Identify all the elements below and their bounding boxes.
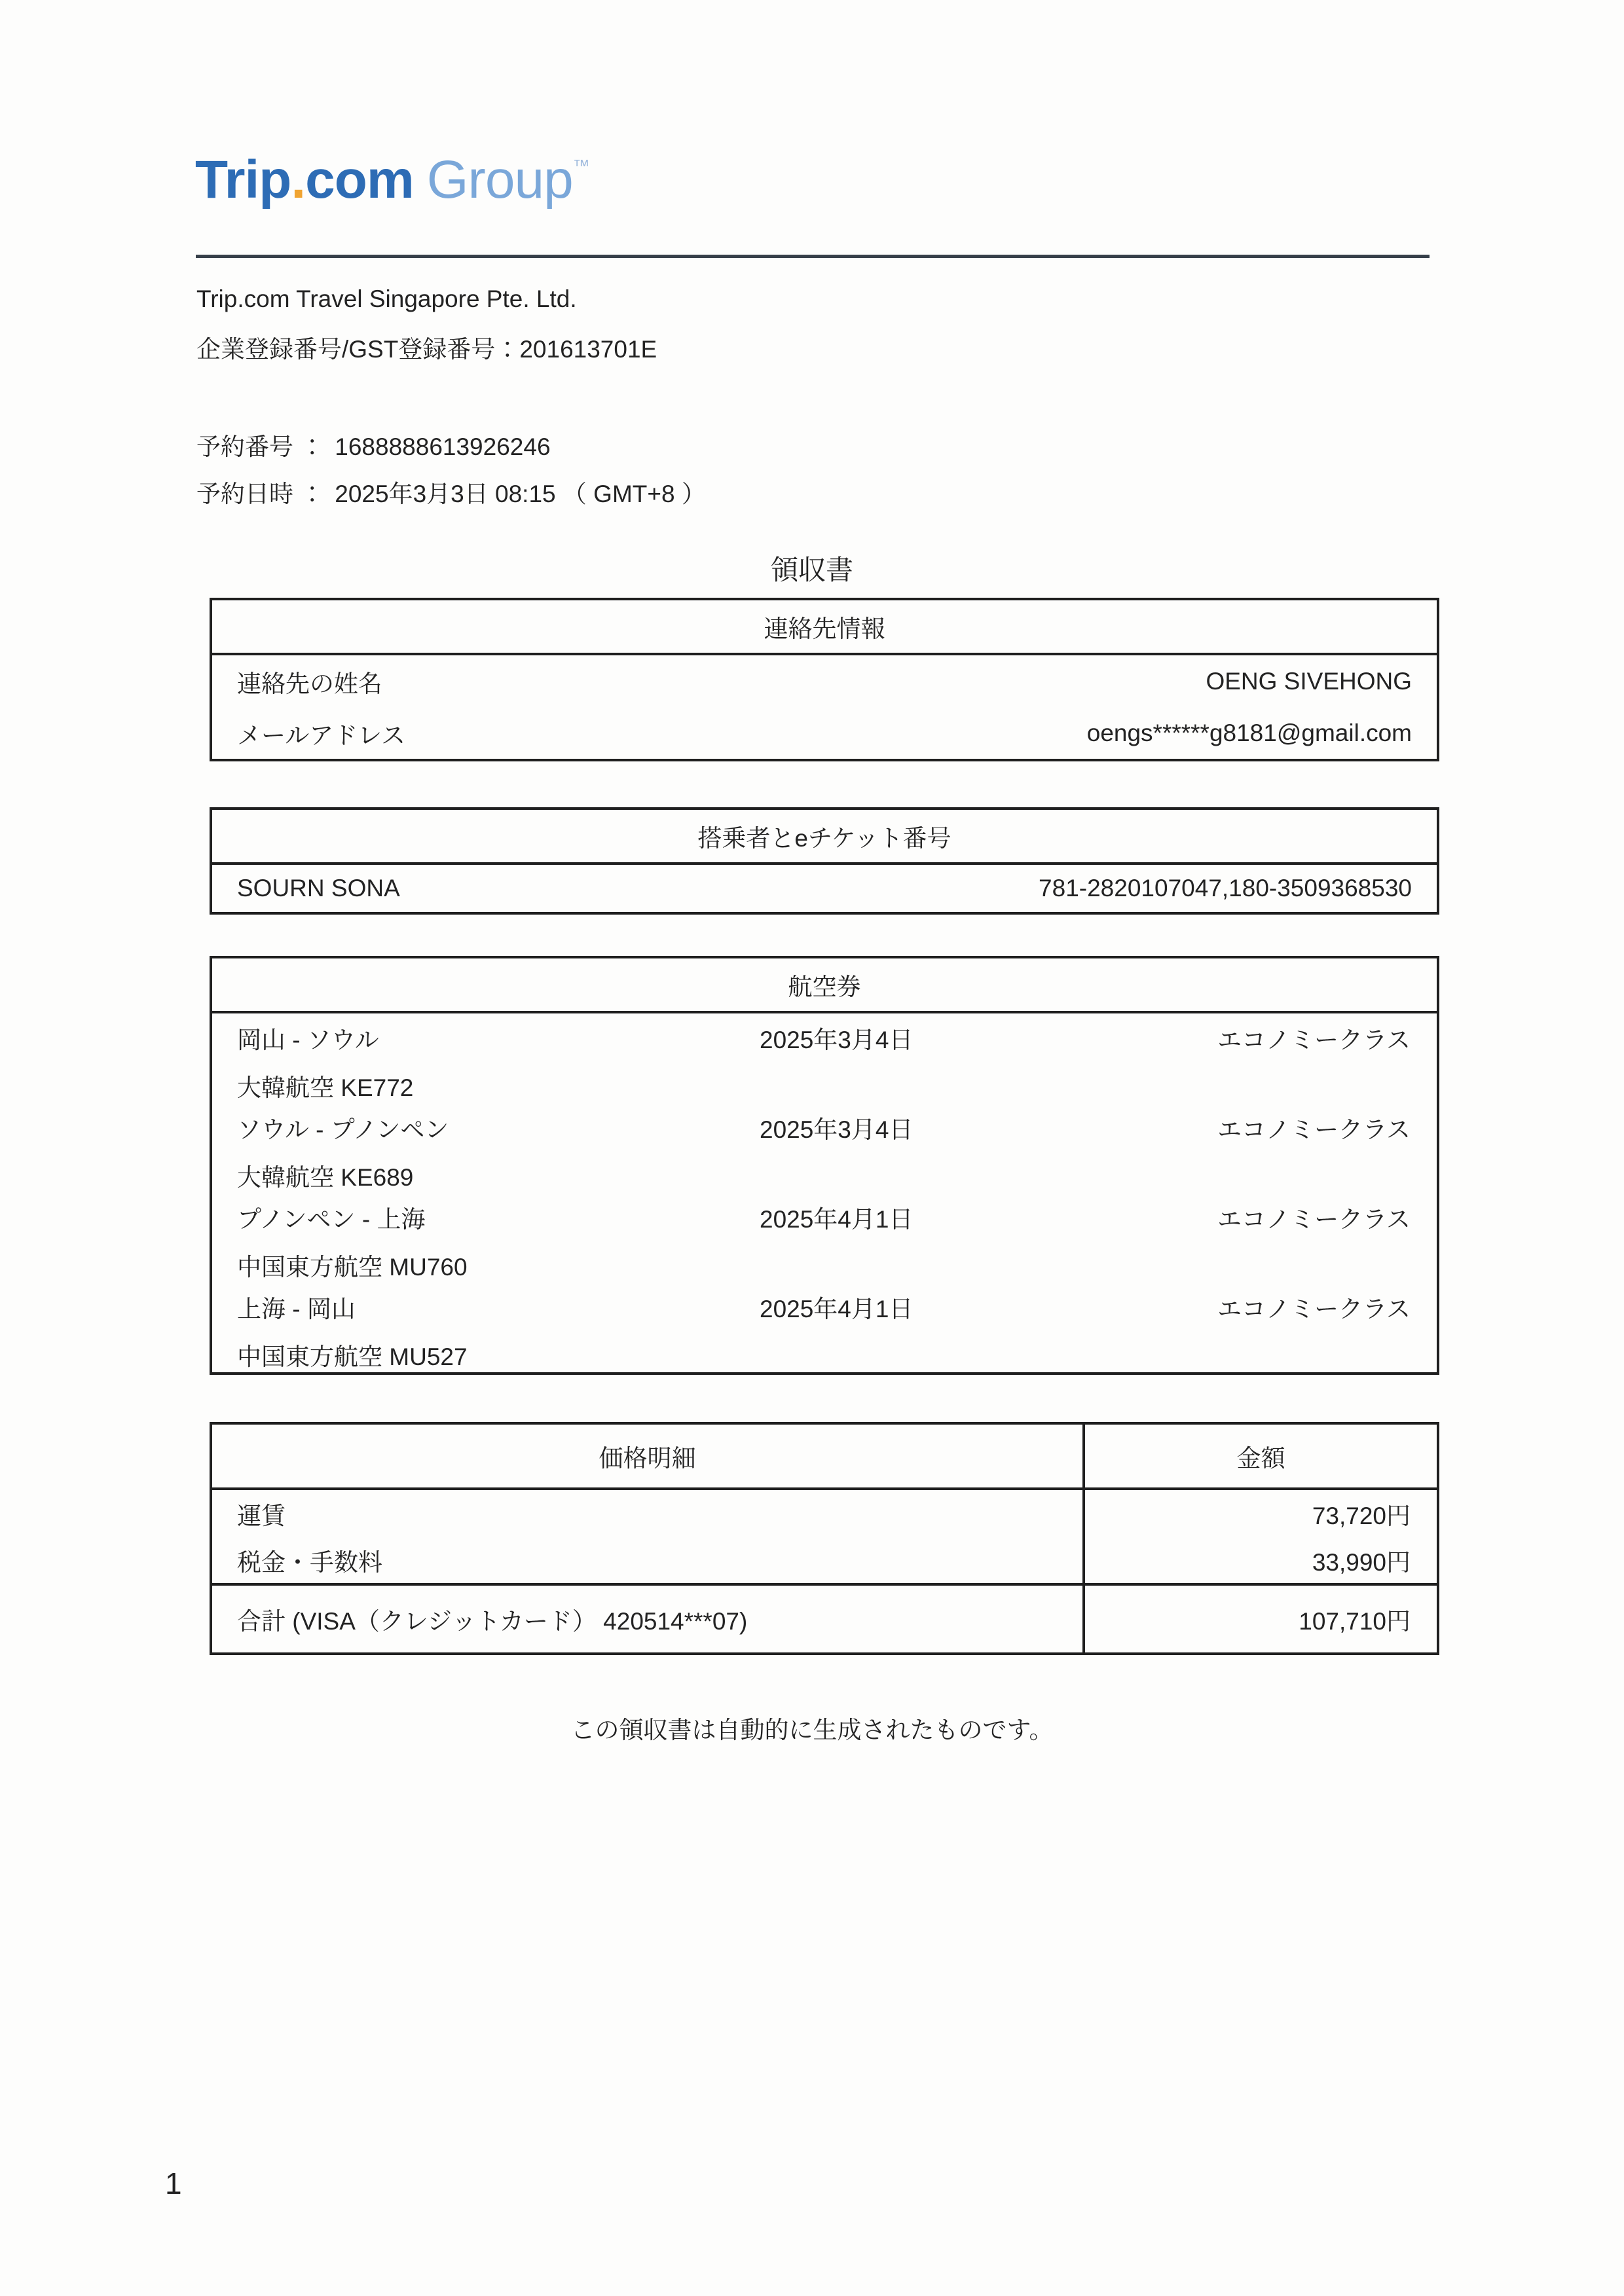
booking-datetime-label: 予約日時 ： [196,481,325,507]
eticket-numbers: 781-2820107047,180-3509368530 [1039,875,1412,902]
total-amount: 107,710円 [1082,1586,1437,1652]
logo-trip-text: Trip [195,150,291,210]
tax-fee-label: 税金・手数料 [237,1548,382,1576]
flight-route: プノンペン - 上海 [237,1206,426,1233]
logo-trademark: ™ [572,156,589,175]
flight-airline: 中国東方航空 MU760 [237,1254,468,1281]
flight-date: 2025年4月1日 [760,1206,913,1233]
page-title: 領収書 [770,555,853,585]
price-breakdown-table [210,1422,1439,1655]
passenger-table-header: 搭乗者とeチケット番号 [212,810,1437,865]
table-row [212,1537,1437,1583]
booking-number-line [196,427,551,462]
flight-date: 2025年3月4日 [760,1027,913,1053]
table-row [212,1013,1437,1103]
company-registration: 企業登録番号/GST登録番号：201613701E [196,336,657,363]
flight-cabin-class: エコノミークラス [1217,1116,1411,1143]
flight-airline: 中国東方航空 MU527 [237,1343,468,1370]
flight-route: 上海 - 岡山 [237,1296,356,1322]
flight-cabin-class: エコノミークラス [1217,1027,1411,1053]
passenger-eticket-table [210,807,1439,915]
flight-date: 2025年4月1日 [760,1296,913,1322]
flight-ticket-table [210,956,1439,1375]
total-label: 合計 (VISA（クレジットカード） 420514***07) [237,1608,748,1635]
contact-email-label: メールアドレス [237,721,406,749]
flight-airline: 大韓航空 KE772 [237,1074,414,1101]
table-row [212,1103,1437,1193]
total-row [212,1583,1437,1652]
auto-generated-note: この領収書は自動的に生成されたものです。 [570,1717,1054,1743]
logo-orange-dot-icon: . [291,150,306,210]
price-item-header: 価格明細 [599,1445,696,1472]
logo-com-text: com [305,150,414,210]
table-row [212,1283,1437,1372]
fare-label: 運賃 [237,1502,286,1529]
booking-number-value: 1688888613926246 [335,433,551,460]
table-row [212,1490,1437,1537]
passenger-name: SOURN SONA [237,875,400,902]
flight-route: ソウル - プノンペン [237,1116,449,1143]
flight-cabin-class: エコノミークラス [1217,1206,1411,1233]
tripcom-group-logo [195,149,589,211]
price-table-header-row [212,1425,1437,1490]
contact-table-header: 連絡先情報 [212,600,1437,655]
booking-datetime-line [196,474,706,509]
tax-fee-amount: 33,990円 [1082,1537,1437,1583]
contact-email-value: oengs******g8181@gmail.com [1086,719,1412,746]
flight-cabin-class: エコノミークラス [1217,1296,1411,1322]
company-name: Trip.com Travel Singapore Pte. Ltd. [196,285,577,312]
contact-name-label: 連絡先の姓名 [237,670,382,697]
logo-group-text: Group [426,150,573,210]
contact-name-value: OENG SIVEHONG [1206,667,1412,695]
price-table-body [212,1490,1437,1583]
page-number: 1 [165,2166,182,2200]
fare-amount: 73,720円 [1082,1490,1437,1537]
price-amount-header: 金額 [1082,1425,1437,1487]
table-row [212,707,1437,759]
table-row [212,655,1437,707]
flight-date: 2025年3月4日 [760,1116,913,1143]
table-row [212,1193,1437,1283]
contact-table-body [212,655,1437,759]
flight-route: 岡山 - ソウル [237,1027,379,1053]
header-divider [196,255,1430,258]
booking-datetime-value: 2025年3月3日 08:15 （ GMT+8 ） [335,481,706,507]
flight-airline: 大韓航空 KE689 [237,1164,414,1191]
flight-table-header: 航空券 [212,958,1437,1013]
table-row [212,865,1437,912]
contact-info-table [210,598,1439,761]
booking-number-label: 予約番号 ： [196,433,325,460]
